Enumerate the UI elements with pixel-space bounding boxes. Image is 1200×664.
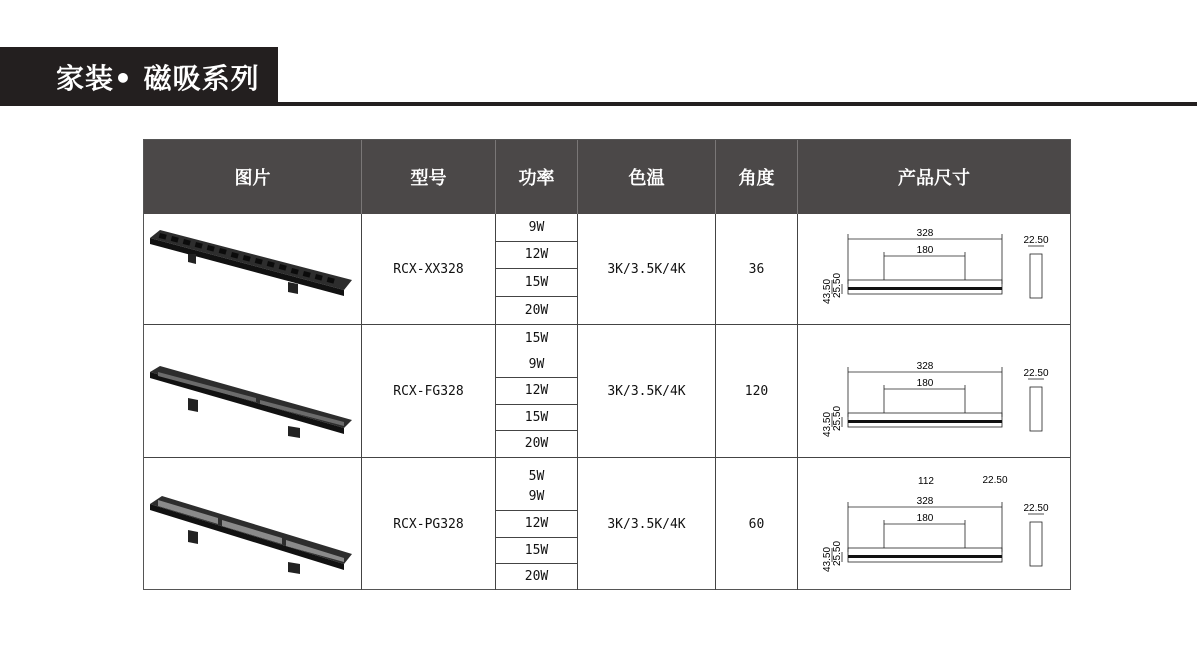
power-cell: 15W [524,274,549,290]
dim-extra2: 22.50 [982,475,1008,486]
angle-cell: 60 [748,516,765,532]
dimension-drawing [804,224,1066,316]
cct-cell: 3K/3.5K/4K [607,383,686,399]
dimension-drawing [804,357,1066,449]
dim-height: 43.50 [822,546,833,572]
section-rule [0,102,1197,106]
model-cell: RCX-FG328 [393,383,464,399]
header-model: 型号 [362,140,496,214]
power-divider [496,241,577,242]
power-divider [496,563,577,564]
dim-width: 22.50 [1023,235,1049,246]
power-cell: 15W [524,409,549,425]
power-cell: 9W [528,356,545,372]
power-divider [496,377,577,378]
power-divider [496,430,577,431]
model-cell: RCX-XX328 [393,261,464,277]
dim-length: 328 [916,496,934,507]
power-cell: 12W [524,516,549,531]
dim-length: 328 [916,228,934,239]
dim-extra1: 112 [918,476,934,487]
header-dimensions: 产品尺寸 [798,140,1070,214]
power-cell: 9W [528,488,545,504]
product-table [143,139,1071,590]
dim-height: 43.50 [822,411,833,437]
cct-cell: 3K/3.5K/4K [607,261,686,277]
dim-length: 328 [916,361,934,372]
header-angle: 角度 [716,140,798,214]
power-divider [496,296,577,297]
dim-height: 43.50 [822,278,833,304]
power-cell: 12W [524,383,549,398]
product-photo-pg328 [148,490,354,582]
dim-height2: 25.50 [832,540,843,566]
dim-height2: 25.50 [832,272,843,298]
power-divider [496,510,577,511]
header-power: 功率 [496,140,578,214]
dim-width: 22.50 [1023,503,1049,514]
angle-cell: 36 [748,261,765,277]
power-cell: 15W [524,330,549,346]
power-cell: 9W [528,220,545,235]
cct-cell: 3K/3.5K/4K [607,516,686,532]
power-divider [496,268,577,269]
power-cell: 12W [524,247,549,262]
power-cell: 20W [524,436,549,451]
header-image: 图片 [144,140,362,214]
dimension-drawing [804,468,1066,584]
angle-cell: 120 [744,383,769,399]
model-cell: RCX-PG328 [393,516,464,532]
power-cell: 5W [528,468,545,484]
product-photo-xx328 [148,224,354,314]
dim-width: 22.50 [1023,368,1049,379]
header-cct: 色温 [578,140,716,214]
power-cell: 20W [524,302,549,318]
power-divider [496,404,577,405]
dim-inner: 180 [916,513,934,524]
section-title: 家装• 磁吸系列 [56,62,260,95]
dim-height2: 25.50 [832,405,843,431]
divider [797,214,798,590]
dim-inner: 180 [916,378,934,389]
power-cell: 20W [524,569,549,584]
power-cell: 15W [524,542,549,558]
power-divider [496,537,577,538]
product-photo-fg328 [148,358,354,450]
dim-inner: 180 [916,245,934,256]
